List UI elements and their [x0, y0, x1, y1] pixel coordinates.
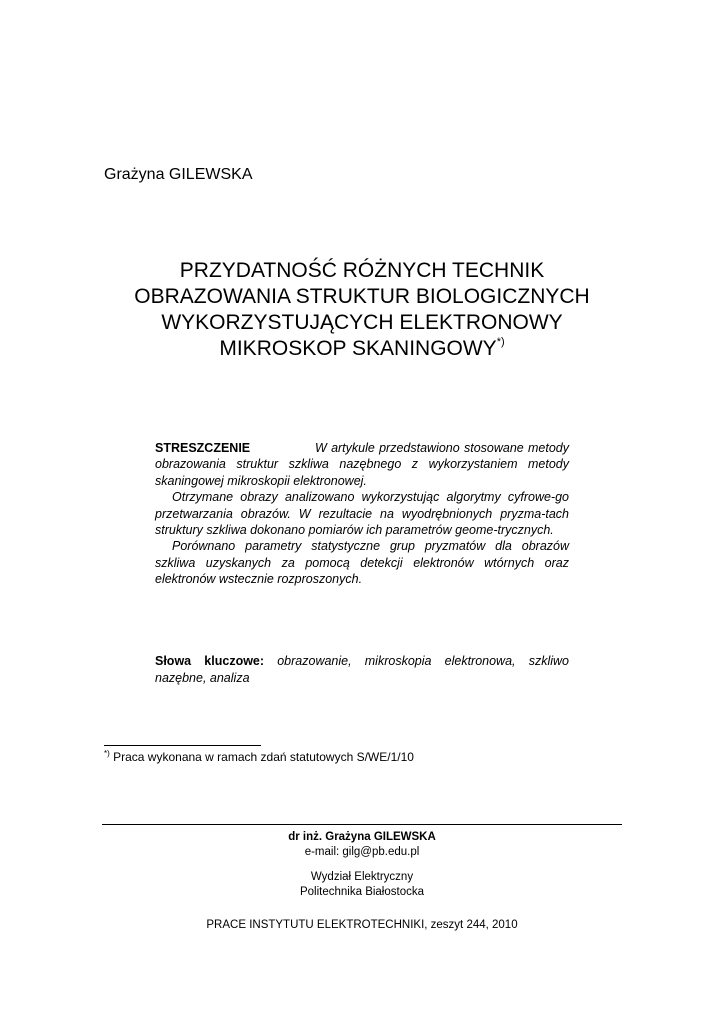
abstract-paragraph-1-text: W artykule przedstawiono stosowane metody obrazowania struktur szkliwa nazębnego z wykorzystaniem metody skaningowej mikroskopii elektronowej. — [155, 441, 569, 488]
affiliation-department: Wydział Elektryczny — [310, 871, 414, 883]
affiliation — [102, 830, 622, 899]
title-footnote-mark: *) — [496, 336, 505, 348]
abstract-paragraph-2: Otrzymane obrazy analizowano wykorzystując algorytmy cyfrowe-go przetwarzania obrazów. W rezultacie na wyodrębnionych pryzma-tach struktury szkliwa dokonano pomiarów ich parametrów geome-trycznych. — [155, 490, 569, 538]
abstract-paragraph-1 — [155, 440, 569, 489]
keywords — [155, 653, 569, 687]
keywords-text: obrazowanie, mikroskopia elektronowa, szkliwo nazębne, analiza — [155, 654, 569, 685]
abstract-heading: STRESZCZENIE — [155, 441, 251, 455]
affiliation-spacer — [102, 859, 622, 870]
title-line-1: PRZYDATNOŚĆ RÓŻNYCH TECHNIK — [179, 259, 545, 282]
journal-info: PRACE INSTYTUTU ELEKTROTECHNIKI, zeszyt 244, 2010 — [206, 919, 518, 931]
keywords-label: Słowa kluczowe: — [155, 654, 265, 668]
title-line-3: WYKORZYSTUJĄCYCH ELEKTRONOWY — [161, 311, 563, 334]
abstract — [155, 440, 569, 588]
footnote-mark: *) — [104, 749, 110, 758]
title-line-2: OBRAZOWANIA STRUKTUR BIOLOGICZNYCH — [134, 285, 590, 308]
footnote — [104, 750, 414, 764]
affiliation-email: e-mail: gilg@pb.edu.pl — [304, 845, 420, 858]
affiliation-divider — [102, 824, 622, 825]
title-line-4 — [100, 336, 624, 362]
affiliation-university: Politechnika Białostocka — [299, 885, 424, 898]
paper-title — [100, 258, 624, 362]
abstract-paragraph-3: Porównano parametry statystyczne grup pryzmatów dla obrazów szkliwa uzyskanych za pomocą detekcji elektronów wtórnych oraz elektronów wstecznie rozproszonych. — [155, 539, 569, 587]
footnote-text: Praca wykonana w ramach zdań statutowych S/WE/1/10 — [113, 750, 414, 764]
footnote-divider — [104, 745, 261, 746]
author-name: Grażyna GILEWSKA — [104, 166, 253, 183]
affiliation-name: dr inż. Grażyna GILEWSKA — [288, 831, 436, 843]
title-line-4-text: MIKROSKOP SKANINGOWY — [219, 337, 497, 360]
